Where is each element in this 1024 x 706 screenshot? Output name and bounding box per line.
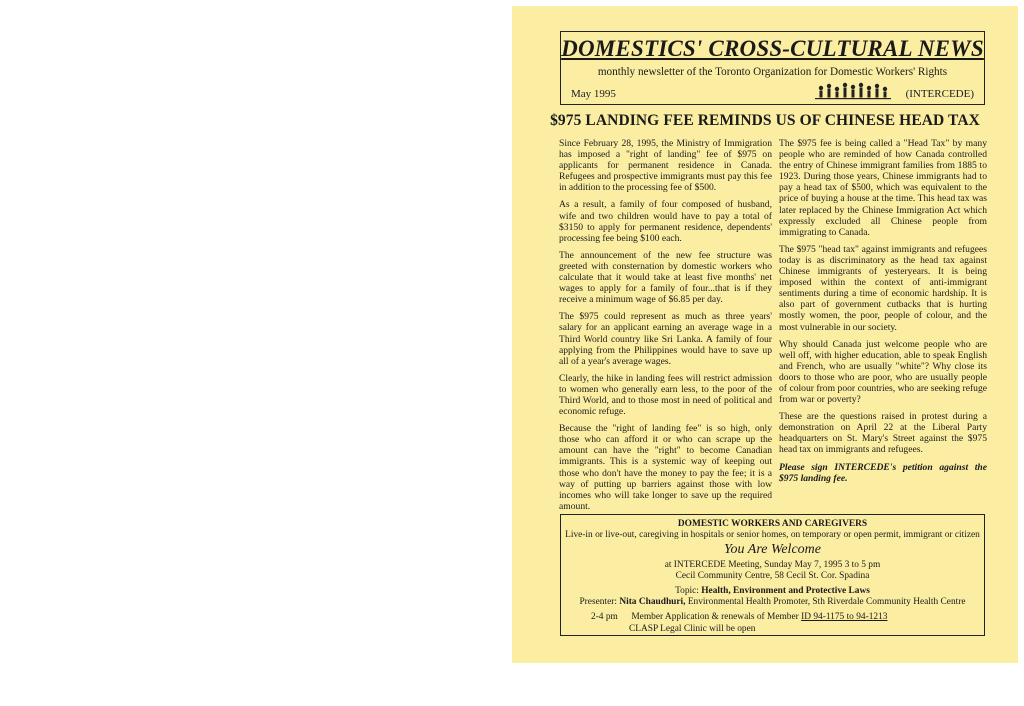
renewal-time: 2-4 pm [591,612,618,623]
paragraph: Why should Canada just welcome people who are well off, with higher education, able to speak English and French, who are usually "white"? Why close its doors to those who are poor, who are usually people of colour from poor countries, who are seeking refuge from war or poverty? [779,338,987,406]
paragraph: The $975 "head tax" against immigrants and refugees today is as discriminatory as the head tax against Chinese immigrants of yesteryears. It is being imposed within the context of anti-immigrant sentiments during a time of economic hardship. It is also part of government cutbacks that is hurting mostly women, the poor, people of colour, and the most vulnerable in our society. [779,243,987,333]
paragraph: As a result, a family of four composed of husband, wife and two children would have to pay a total of $3150 to apply for permanent residence, dependents' processing fee being $100 each. [559,199,772,244]
paragraph: Because the "right of landing fee" is so high, only those who can afford it or who can scrape up the amount can have the "right" to become Canadian immigrants. This is a systemic way of keeping out those who don't have the money to pay the fee; it is a way of putting up barriers against those with low incomes who will take longer to save up the required amount. [559,423,772,512]
welcome-text: You Are Welcome [724,542,821,558]
member-id-range: ID 94-1175 to 94-1213 [801,612,888,623]
meeting-topic [561,586,984,597]
newsletter-subtitle: monthly newsletter of the Toronto Organization for Domestic Workers' Rights [597,66,948,78]
paragraph: Clearly, the hike in landing fees will restrict admission to women who generally earn less, to the poor of the Third World, and to those most in need of political and economic refuge. [559,372,772,418]
newsletter-page [512,6,1018,663]
topic-label: Topic: [675,586,699,597]
paragraph: The $975 could represent as much as three years' salary for an applicant earning an average wage in a Third World country like Sri Lanka. A family of four applying from the Philippines would have to save up all of a year's average wages. [559,311,772,367]
meeting-announcement [560,514,985,636]
masthead [560,31,985,105]
organization-acronym: (INTERCEDE) [905,88,974,100]
meeting-location: Cecil Community Centre, 58 Cecil St. Cor. Spadina [675,570,870,581]
presenter-label: Presenter: [579,597,617,608]
article-headline: $975 LANDING FEE REMINDS US OF CHINESE HEAD TAX [550,112,980,129]
meeting-presenter [561,597,984,608]
issue-date: May 1995 [571,88,616,100]
member-renewals [561,612,984,623]
newsletter-title: DOMESTICS' CROSS-CULTURAL NEWS [561,36,984,61]
renewal-text: Member Application & renewals of Member [631,612,799,623]
clasp-clinic-note: CLASP Legal Clinic will be open [629,623,756,634]
topic-text: Health, Environment and Protective Laws [701,586,870,597]
paragraph: These are the questions raised in protest during a demonstration on April 22 at the Liberal Party headquarters on St. Mary's Street against the $975 head tax on immigrants and refugees. [779,411,987,456]
article-right-column [779,138,987,490]
meeting-details: at INTERCEDE Meeting, Sunday May 7, 1995 3 to 5 pm [664,559,881,570]
paragraph: The $975 fee is being called a "Head Tax" by many people who are reminded of how Canada controlled the entry of Chinese immigrant families from 1885 to 1923. During those years, Chinese immigrants had to pay a head tax of $500, which was equivalent to the price of buying a house at the time. This head tax was later replaced by the Chinese Immigration Act which expressly excluded all Chinese people from immigrating to Canada. [779,138,987,238]
announcement-subheading: Live-in or live-out, caregiving in hospitals or senior homes, on temporary or open permit, immigrant or citizen [565,530,980,541]
presenter-role: Environmental Health Promoter, Sth Riverdale Community Health Centre [687,597,966,608]
people-logo-icon [813,80,893,102]
paragraph: The announcement of the new fee structure was greeted with consternation by domestic workers who calculate that it would take at least five months' net wages to apply for a family of four...that is if they receive a minimum wage of $6.85 per day. [559,249,772,306]
article-left-column [559,138,772,518]
announcement-heading: DOMESTIC WORKERS AND CAREGIVERS [677,519,868,529]
petition-callout: Please sign INTERCEDE's petition against the $975 landing fee. [779,461,987,484]
presenter-name: Nita Chaudhuri, [619,597,686,608]
paragraph: Since February 28, 1995, the Ministry of Immigration has imposed a "right of landing" fee of $975 on applicants for permanent residence in Canada. Refugees and prospective immigrants must pay this fee in addition to the processing fee of $500. [559,138,772,194]
